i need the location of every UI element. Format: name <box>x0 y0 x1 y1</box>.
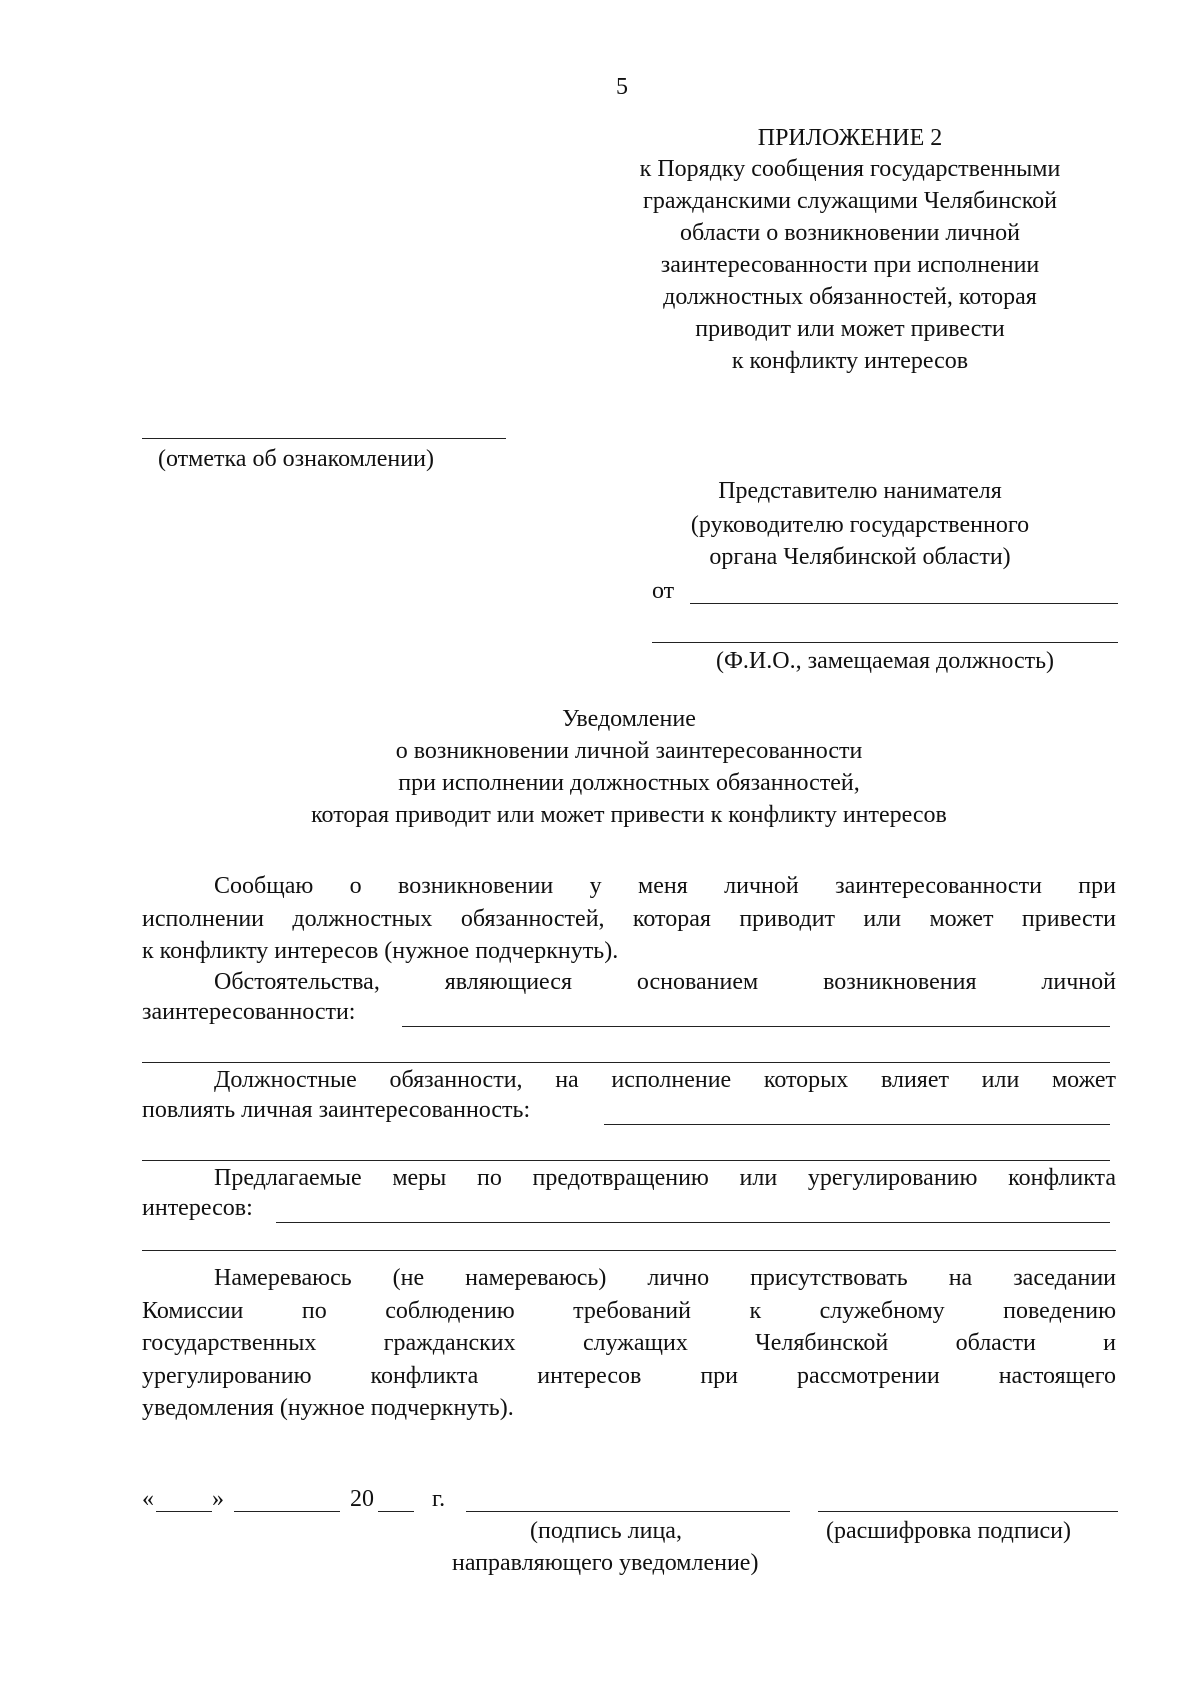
acknowledgement-line <box>142 438 506 439</box>
measures-input-line-2[interactable] <box>142 1250 1116 1251</box>
signature-line[interactable] <box>466 1511 790 1512</box>
paragraph-report <box>142 870 1116 968</box>
paragraph-circumstances <box>142 966 1116 999</box>
date-quote-close: » <box>212 1486 224 1512</box>
paragraph-line: государственных гражданских служащих Челябинской области и <box>142 1330 1116 1356</box>
appendix-line: должностных обязанностей, которая <box>663 284 1037 310</box>
appendix-title: ПРИЛОЖЕНИЕ 2 <box>757 125 943 151</box>
appendix-line: заинтересованности при исполнении <box>660 252 1040 278</box>
date-year-line[interactable] <box>378 1511 414 1512</box>
paragraph-line: уведомления (нужное подчеркнуть). <box>142 1395 514 1421</box>
circumstances-label: заинтересованности: <box>142 999 356 1025</box>
paragraph-duties <box>142 1064 1116 1097</box>
appendix-line: к Порядку сообщения государственными <box>639 156 1061 182</box>
acknowledgement-caption: (отметка об ознакомлении) <box>158 446 434 472</box>
date-month-line[interactable] <box>234 1511 340 1512</box>
decoding-caption: (расшифровка подписи) <box>826 1518 1071 1544</box>
fio-caption: (Ф.И.О., замещаемая должность) <box>715 648 1055 674</box>
addressee-line: (руководителю государственного <box>690 512 1030 538</box>
addressee-line: органа Челябинской области) <box>709 544 1011 570</box>
duties-input-line-2[interactable] <box>142 1160 1110 1161</box>
paragraph-line: урегулированию конфликта интересов при рассмотрении настоящего <box>142 1362 1116 1389</box>
paragraph-line: Предлагаемые меры по предотвращению или урегулированию конфликта <box>214 1165 1116 1191</box>
from-position-line <box>652 642 1118 643</box>
heading-line: о возникновении личной заинтересованности <box>395 738 863 764</box>
heading-title: Уведомление <box>562 706 696 732</box>
appendix-line: гражданскими служащими Челябинской <box>643 188 1057 214</box>
duties-label: повлиять личная заинтересованность: <box>142 1097 531 1123</box>
measures-input-line[interactable] <box>276 1222 1110 1223</box>
heading-line: которая приводит или может привести к конфликту интересов <box>311 802 947 828</box>
paragraph-intention <box>142 1262 1116 1425</box>
paragraph-measures <box>142 1162 1116 1195</box>
paragraph-line: исполнении должностных обязанностей, которая приводит или может привести <box>142 905 1116 932</box>
paragraph-line: Намереваюсь (не намереваюсь) лично присутствовать на заседании <box>214 1265 1116 1291</box>
appendix-line: к конфликту интересов <box>731 348 969 374</box>
from-name-line <box>690 603 1118 604</box>
date-day-line[interactable] <box>156 1511 212 1512</box>
addressee-line: Представителю нанимателя <box>718 478 1002 504</box>
page-number: 5 <box>616 74 628 100</box>
paragraph-line: Должностные обязанности, на исполнение которых влияет или может <box>214 1067 1116 1093</box>
circumstances-input-line-2[interactable] <box>142 1062 1110 1063</box>
appendix-line: области о возникновении личной <box>679 220 1021 246</box>
circumstances-input-line[interactable] <box>402 1026 1110 1027</box>
date-quote-open: « <box>142 1486 154 1512</box>
heading-line: при исполнении должностных обязанностей, <box>398 770 860 796</box>
paragraph-line: к конфликту интересов (нужное подчеркнуть). <box>142 938 619 964</box>
from-label: от <box>652 578 675 604</box>
paragraph-line: Комиссии по соблюдению требований к служебному поведению <box>142 1297 1116 1324</box>
paragraph-line: Обстоятельства, являющиеся основанием возникновения личной <box>214 969 1116 995</box>
signature-caption: (подпись лица, <box>530 1518 682 1544</box>
signature-decoding-line[interactable] <box>818 1511 1118 1512</box>
duties-input-line[interactable] <box>604 1124 1110 1125</box>
paragraph-line: Сообщаю о возникновении у меня личной заинтересованности при <box>214 873 1116 899</box>
measures-label: интересов: <box>142 1195 253 1221</box>
signature-caption-2: направляющего уведомление) <box>452 1550 759 1576</box>
date-year-prefix: 20 <box>350 1486 374 1512</box>
appendix-line: приводит или может привести <box>695 316 1005 342</box>
date-year-suffix: г. <box>432 1486 446 1512</box>
